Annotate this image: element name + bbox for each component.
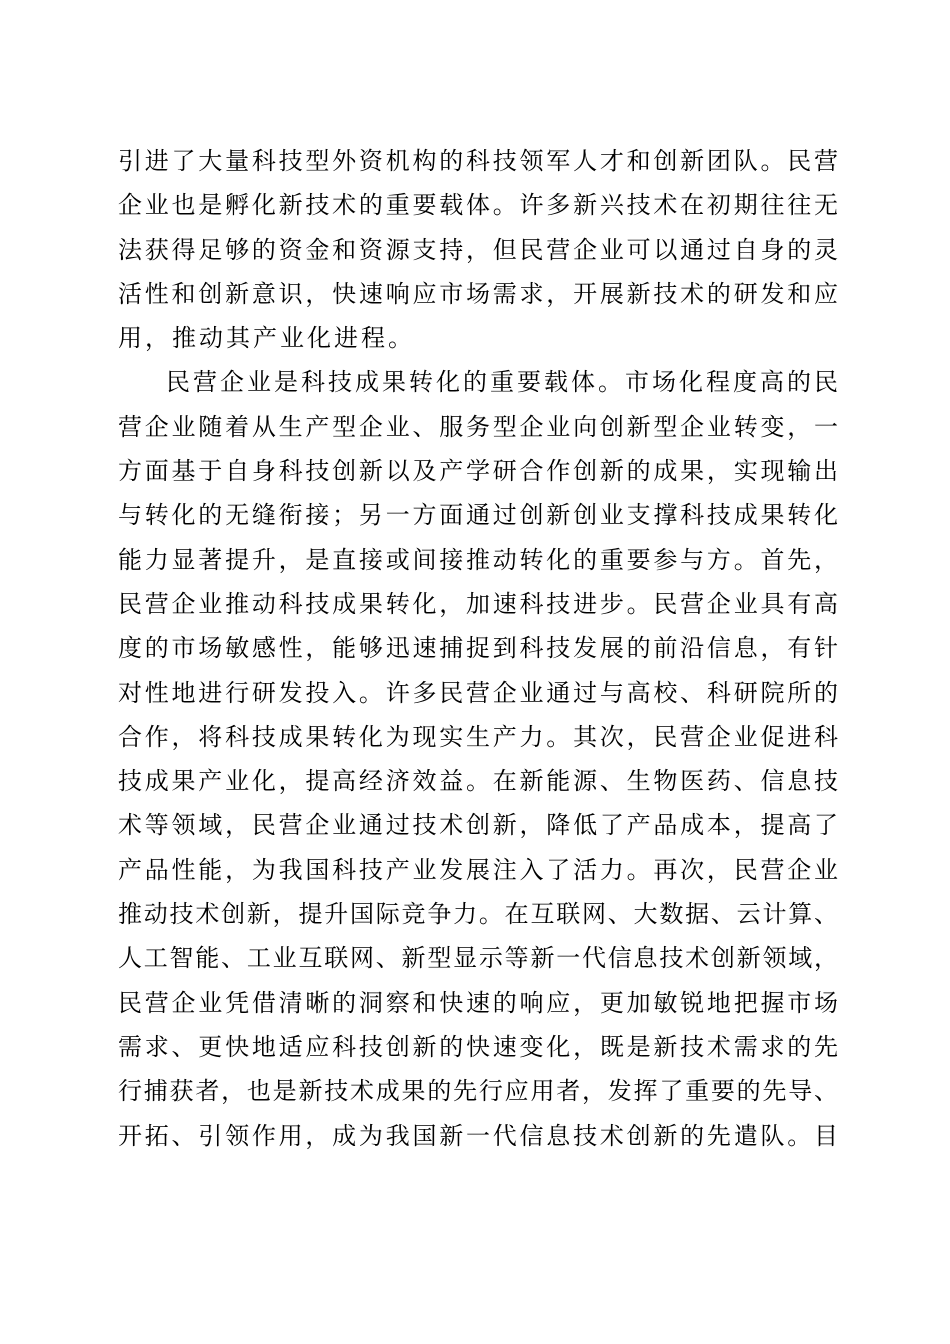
text-line: 民营企业推动科技成果转化，加速科技进步。民营企业具有高 (118, 589, 838, 618)
text-line: 度的市场敏感性，能够迅速捕捉到科技发展的前沿信息，有针 (118, 634, 838, 663)
text-line: 需求、更快地适应科技创新的快速变化，既是新技术需求的先 (118, 1032, 838, 1061)
text-line: 与转化的无缝衔接；另一方面通过创新创业支撑科技成果转化 (118, 501, 838, 530)
text-line: 活性和创新意识，快速响应市场需求，开展新技术的研发和应 (118, 279, 838, 308)
text-line: 营企业随着从生产型企业、服务型企业向创新型企业转变，一 (118, 412, 838, 441)
text-line: 能力显著提升，是直接或间接推动转化的重要参与方。首先， (118, 545, 838, 574)
text-line: 合作，将科技成果转化为现实生产力。其次，民营企业促进科 (118, 722, 838, 751)
text-line: 推动技术创新，提升国际竞争力。在互联网、大数据、云计算、 (118, 900, 838, 929)
text-line: 用，推动其产业化进程。 (118, 324, 415, 353)
text-line: 术等领域，民营企业通过技术创新，降低了产品成本，提高了 (118, 811, 838, 840)
text-line: 人工智能、工业互联网、新型显示等新一代信息技术创新领域， (118, 944, 838, 973)
text-line: 技成果产业化，提高经济效益。在新能源、生物医药、信息技 (118, 767, 838, 796)
text-line: 对性地进行研发投入。许多民营企业通过与高校、科研院所的 (118, 678, 838, 707)
text-line: 企业也是孵化新技术的重要载体。许多新兴技术在初期往往无 (118, 191, 838, 220)
text-line: 行捕获者，也是新技术成果的先行应用者，发挥了重要的先导、 (118, 1077, 838, 1106)
text-line: 民营企业凭借清晰的洞察和快速的响应，更加敏锐地把握市场 (118, 988, 838, 1017)
text-line: 开拓、引领作用，成为我国新一代信息技术创新的先遣队。目 (118, 1121, 838, 1150)
text-line: 民营企业是科技成果转化的重要载体。市场化程度高的民 (166, 368, 838, 397)
text-line: 方面基于自身科技创新以及产学研合作创新的成果，实现输出 (118, 457, 838, 486)
text-line: 引进了大量科技型外资机构的科技领军人才和创新团队。民营 (118, 147, 838, 175)
body-text (118, 139, 838, 1158)
text-line: 法获得足够的资金和资源支持，但民营企业可以通过自身的灵 (118, 235, 838, 264)
text-line: 产品性能，为我国科技产业发展注入了活力。再次，民营企业 (118, 855, 838, 884)
